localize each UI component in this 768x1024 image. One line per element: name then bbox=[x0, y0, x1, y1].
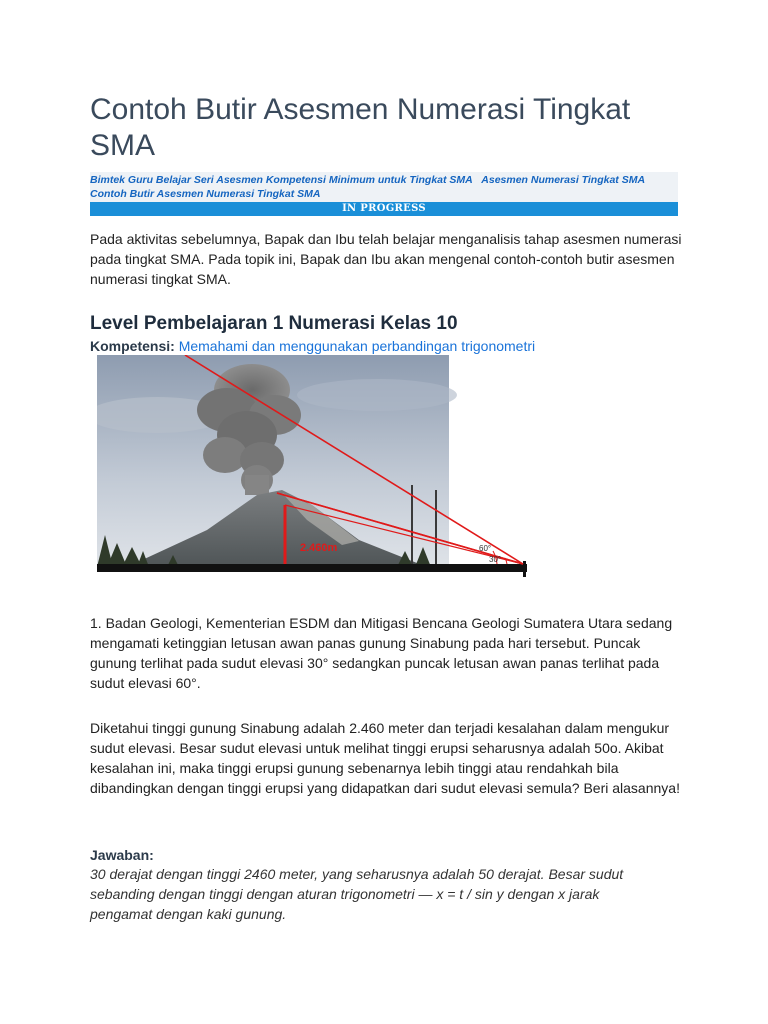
intro-paragraph: Pada aktivitas sebelumnya, Bapak dan Ibu telah belajar menganalisis tahap asesmen numerasi pada tingkat SMA. Pada topik ini, Bapak dan Ibu akan mengenal contoh-contoh butir asesmen numerasi tingkat SMA. bbox=[90, 231, 682, 287]
pole bbox=[435, 490, 437, 567]
breadcrumb-link-course[interactable]: Bimtek Guru Belajar Seri Asesmen Kompetensi Minimum untuk Tingkat SMA bbox=[90, 174, 473, 186]
height-label: 2.460m bbox=[300, 542, 338, 554]
breadcrumb-link-topic[interactable]: Contoh Butir Asesmen Numerasi Tingkat SMA bbox=[90, 188, 321, 200]
pole bbox=[411, 485, 413, 567]
competency-line bbox=[90, 336, 682, 356]
page-title: Contoh Butir Asesmen Numerasi Tingkat SMA bbox=[90, 93, 631, 162]
volcano-illustration bbox=[97, 355, 527, 577]
angle-label-60: 60° bbox=[479, 544, 492, 553]
breadcrumb bbox=[90, 173, 678, 201]
cloud bbox=[297, 379, 457, 411]
angle-label-30: 30° bbox=[489, 555, 502, 564]
breadcrumb-container bbox=[90, 172, 678, 202]
answer-text: 30 derajat dengan tinggi 2460 meter, yang seharusnya adalah 50 derajat. Besar sudut sebanding dengan tinggi dengan aturan trigonometri — x = t / sin y dengan x jarak pengamat dengan kaki gunung. bbox=[90, 866, 624, 922]
ground-line bbox=[97, 564, 527, 572]
volcano-figure bbox=[97, 355, 527, 577]
status-badge: IN PROGRESS bbox=[90, 202, 678, 216]
white-margin bbox=[449, 355, 527, 567]
competency-link[interactable]: Memahami dan menggunakan perbandingan trigonometri bbox=[178, 338, 536, 354]
section-heading: Level Pembelajaran 1 Numerasi Kelas 10 bbox=[90, 313, 458, 334]
competency-label: Kompetensi: bbox=[90, 338, 175, 354]
observer-marker bbox=[523, 561, 526, 577]
question-paragraph-1: 1. Badan Geologi, Kementerian ESDM dan Mitigasi Bencana Geologi Sumatera Utara sedang mengamati ketinggian letusan awan panas gunung Sinabung pada hari tersebut. Puncak gunung terlihat pada sudut elevasi 30° sedangkan puncak letusan awan panas terlihat pada sudut elevasi 60°. bbox=[90, 615, 673, 691]
breadcrumb-link-module[interactable]: Asesmen Numerasi Tingkat SMA bbox=[481, 174, 646, 186]
question-paragraph-2: Diketahui tinggi gunung Sinabung adalah 2.460 meter dan terjadi kesalahan dalam mengukur sudut elevasi. Besar sudut elevasi untuk melihat tinggi erupsi seharusnya adalah 50o. Akibat kesalahan ini, maka tinggi erupsi gunung sebenarnya lebih tinggi atau rendahkah bila dibandingkan dengan tinggi erupsi yang didapatkan dari sudut elevasi semula? Beri alasannya! bbox=[90, 720, 680, 796]
answer-label: Jawaban: bbox=[90, 847, 154, 863]
